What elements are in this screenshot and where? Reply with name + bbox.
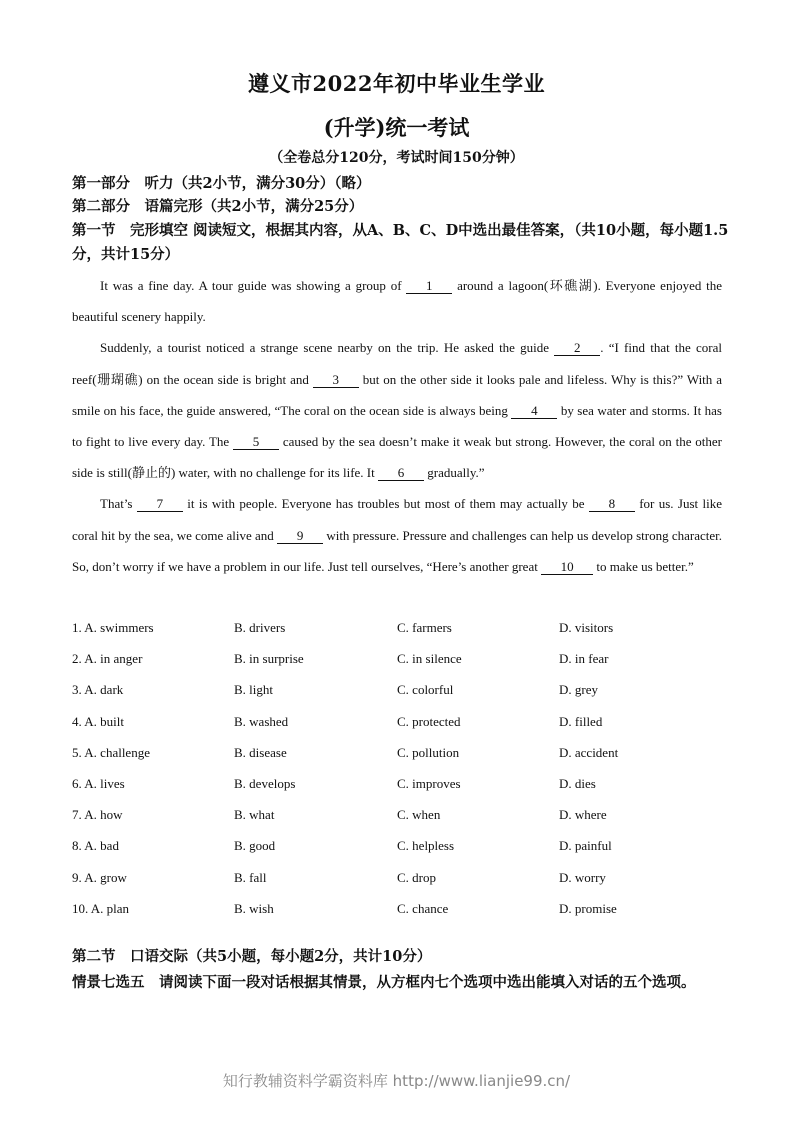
option-a: 8. A. bad [72, 838, 119, 854]
section2-instructions: 情景七选五 请阅读下面一段对话根据其情景，从方框内七个选项中选出能填入对话的五个选项。 [72, 974, 696, 991]
blank-4: 4 [511, 404, 557, 419]
option-d: D. worry [559, 869, 606, 885]
option-d: D. dies [559, 775, 596, 791]
passage-text: but on the other side it looks pale and lifeless. Why is this?” With a smile on his face, the guide answered, “The coral on the ocean side is always being [72, 371, 723, 418]
option-c: C. helpless [397, 838, 455, 854]
option-a: 6. A. lives [72, 775, 125, 791]
option-a: 5. A. challenge [72, 744, 150, 760]
option-c: C. farmers [397, 620, 452, 635]
passage-text: . “I find that the coral reef(珊瑚礁) on the ocean side is bright and [72, 340, 722, 387]
blank-1: 1 [406, 279, 452, 294]
option-a: 3. A. dark [72, 682, 124, 698]
option-row-8 [72, 830, 732, 861]
passage-text: Suddenly, a tourist noticed a strange scene nearby on the trip. He asked the guide [100, 340, 555, 356]
option-d: D. visitors [559, 620, 614, 635]
exam-subtitle: （全卷总分120分，考试时间150分钟） [269, 150, 524, 166]
option-d: D. accident [559, 744, 619, 760]
option-c: C. when [397, 807, 441, 823]
option-b: B. wish [234, 900, 274, 916]
blank-2: 2 [554, 341, 600, 356]
exam-title-line1: 遵义市2022年初中毕业生学业 [248, 71, 545, 96]
option-c: C. pollution [397, 744, 460, 760]
passage-text: to make us better.” [593, 558, 694, 574]
option-row-9 [72, 862, 732, 893]
option-d: D. filled [559, 713, 603, 729]
section2-heading: 第二节 口语交际（共5小题，每小题2分，共计10分） [72, 948, 432, 965]
option-row-4 [72, 706, 732, 737]
option-a: 7. A. how [72, 807, 123, 823]
blank-3: 3 [313, 373, 359, 388]
option-c: C. in silence [397, 651, 462, 667]
option-d: D. painful [559, 838, 612, 854]
option-row-7 [72, 799, 732, 830]
option-d: D. promise [559, 900, 617, 916]
option-d: D. in fear [559, 651, 609, 667]
option-d: D. grey [559, 682, 598, 698]
blank-7: 7 [137, 497, 183, 512]
blank-9: 9 [277, 529, 323, 544]
cloze-passage [72, 270, 722, 582]
option-d: D. where [559, 807, 607, 823]
option-b: B. what [234, 807, 275, 823]
option-b: B. fall [234, 869, 267, 885]
option-a: 1. A. swimmers [72, 620, 154, 635]
option-row-10 [72, 893, 732, 924]
option-b: B. in surprise [234, 651, 304, 667]
option-c: C. protected [397, 713, 461, 729]
part2-heading: 第二部分 语篇完形（共2小节，满分25分） [72, 198, 364, 215]
passage-paragraph-3 [72, 488, 722, 582]
option-row-3 [72, 674, 732, 705]
passage-text: it is with people. Everyone has troubles but most of them may actually be [182, 496, 589, 512]
option-row-2 [72, 643, 732, 674]
option-c: C. drop [397, 869, 436, 885]
passage-text: That’s [100, 496, 137, 512]
footer-watermark: 知行教辅资料学霸资料库 http://www.lianjie99.cn/ [222, 1072, 571, 1090]
passage-text: with pressure. Pressure and challenges can help us develop strong character. So, don’t worry if we have a problem in our life. Just tell ourselves, “Here’s another great [72, 527, 722, 574]
blank-6: 6 [378, 466, 424, 481]
option-c: C. chance [397, 900, 449, 916]
answer-options [72, 612, 732, 924]
option-c: C. colorful [397, 682, 454, 698]
part1-heading: 第一部分 听力（共2小节，满分30分）（略） [72, 175, 371, 192]
option-a: 2. A. in anger [72, 651, 143, 667]
option-c: C. improves [397, 775, 461, 791]
passage-text: around a lagoon(环礁湖). Everyone enjoyed the beautiful scenery happily. [72, 278, 722, 325]
option-b: B. washed [234, 713, 289, 729]
option-a: 10. A. plan [72, 900, 130, 916]
passage-paragraph-1 [72, 270, 722, 332]
option-b: B. good [234, 838, 276, 854]
option-b: B. drivers [234, 620, 286, 635]
passage-paragraph-2 [72, 332, 722, 488]
option-row-6 [72, 768, 732, 799]
option-row-5 [72, 737, 732, 768]
passage-text: for us. Just like coral hit by the sea, we come alive and [72, 496, 722, 543]
exam-title-line2: (升学)统一考试 [323, 115, 470, 140]
blank-10: 10 [541, 560, 593, 575]
option-row-1 [72, 612, 732, 643]
option-b: B. disease [234, 744, 287, 760]
section1-heading: 第一节 完形填空 阅读短文，根据其内容，从A、B、C、D中选出最佳答案，（共10小题，每小题1.5分，共计15分） [72, 222, 729, 263]
option-a: 9. A. grow [72, 869, 127, 885]
option-b: B. light [234, 682, 274, 698]
passage-text: gradually.” [424, 465, 485, 481]
passage-text: caused by the sea doesn’t make it weak but strong. However, the coral on the other side is still(静止的) water, with no challenge for its life. It [72, 434, 722, 481]
option-b: B. develops [234, 775, 296, 791]
option-a: 4. A. built [72, 713, 125, 729]
blank-5: 5 [233, 435, 279, 450]
blank-8: 8 [589, 497, 635, 512]
passage-text: It was a fine day. A tour guide was showing a group of [100, 278, 407, 293]
passage-text: by sea water and storms. It has to fight to live every day. The [72, 402, 722, 450]
